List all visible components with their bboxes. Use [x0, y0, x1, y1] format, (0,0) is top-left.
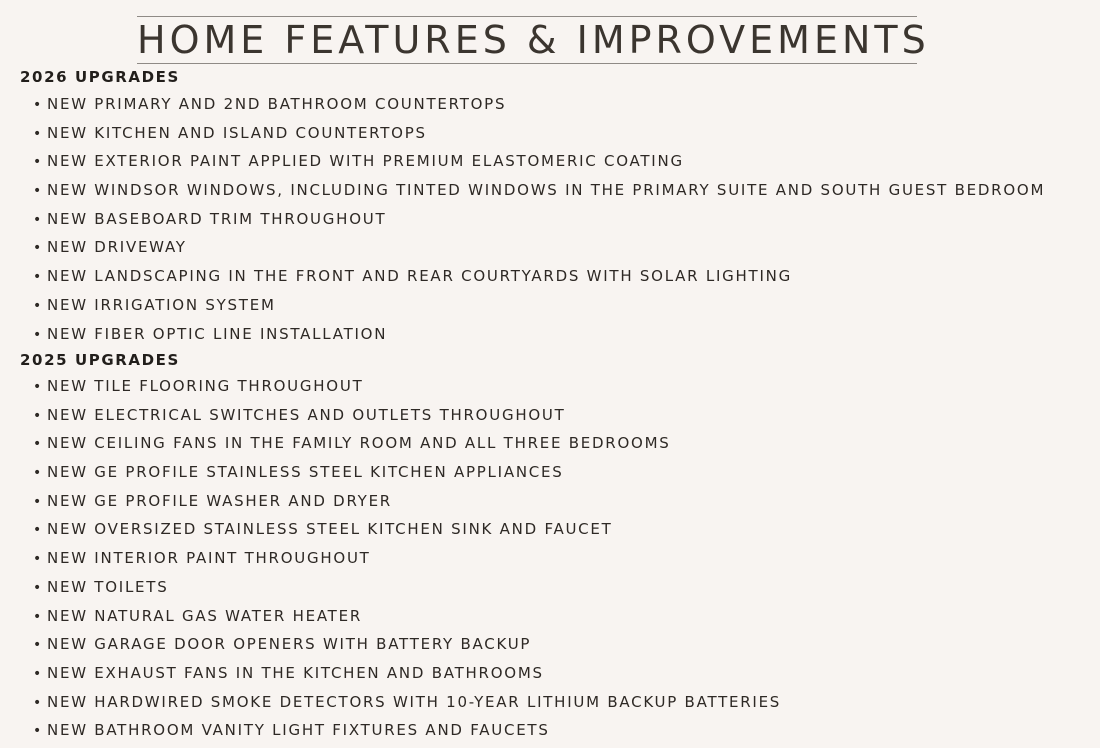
list-item — [33, 490, 781, 519]
upgrade-list-2025 — [33, 375, 781, 748]
list-item — [33, 294, 1045, 323]
list-item-text: NEW GARAGE DOOR OPENERS WITH BATTERY BACKUP — [47, 635, 532, 654]
list-item — [33, 236, 1045, 265]
bullet-icon: • — [33, 297, 44, 314]
list-item — [33, 461, 781, 490]
list-item — [33, 691, 781, 720]
list-item-text: NEW OVERSIZED STAINLESS STEEL KITCHEN SINK AND FAUCET — [47, 520, 613, 539]
bullet-icon: • — [33, 125, 44, 142]
list-item — [33, 633, 781, 662]
list-item-text: NEW KITCHEN AND ISLAND COUNTERTOPS — [47, 123, 427, 142]
bullet-icon: • — [33, 97, 44, 113]
list-item-text: NEW CEILING FANS IN THE FAMILY ROOM AND ALL THREE BEDROOMS — [47, 434, 671, 453]
bullet-icon: • — [33, 240, 44, 257]
list-item-text: NEW HARDWIRED SMOKE DETECTORS WITH 10-YEAR LITHIUM BACKUP BATTERIES — [47, 692, 782, 711]
bullet-icon: • — [33, 326, 44, 343]
bullet-icon: • — [33, 551, 44, 568]
bullet-icon: • — [33, 183, 44, 200]
list-item — [33, 179, 1045, 208]
bullet-icon: • — [33, 154, 44, 171]
bullet-icon: • — [33, 522, 44, 539]
list-item-text: NEW ELECTRICAL SWITCHES AND OUTLETS THROUGHOUT — [47, 405, 566, 424]
title-bottom-rule — [137, 63, 917, 64]
list-item — [33, 404, 781, 433]
list-item-text: NEW BASEBOARD TRIM THROUGHOUT — [47, 209, 387, 228]
list-item — [33, 375, 781, 404]
page-title: HOME FEATURES & IMPROVEMENTS — [137, 18, 930, 62]
list-item — [33, 323, 1045, 352]
list-item — [33, 518, 781, 547]
bullet-icon: • — [33, 608, 44, 625]
list-item-text: NEW WINDSOR WINDOWS, INCLUDING TINTED WINDOWS IN THE PRIMARY SUITE AND SOUTH GUEST BEDROOM — [47, 181, 1046, 200]
bullet-icon: • — [33, 637, 44, 654]
bullet-icon: • — [33, 379, 44, 395]
bullet-icon: • — [33, 694, 44, 711]
list-item — [33, 208, 1045, 237]
bullet-icon: • — [33, 465, 44, 482]
list-item — [33, 432, 781, 461]
list-item — [33, 122, 1045, 151]
list-item-text: NEW GE PROFILE WASHER AND DRYER — [47, 491, 392, 510]
list-item — [33, 719, 781, 748]
list-item — [33, 93, 1045, 122]
list-item — [33, 265, 1045, 294]
list-item-text: NEW LANDSCAPING IN THE FRONT AND REAR COURTYARDS WITH SOLAR LIGHTING — [47, 267, 792, 286]
section-heading-2025: 2025 UPGRADES — [20, 351, 180, 369]
list-item-text: NEW EXTERIOR PAINT APPLIED WITH PREMIUM ELASTOMERIC COATING — [47, 152, 684, 171]
list-item-text: NEW FIBER OPTIC LINE INSTALLATION — [47, 324, 388, 343]
list-item-text: NEW GE PROFILE STAINLESS STEEL KITCHEN APPLIANCES — [47, 463, 564, 482]
bullet-icon: • — [33, 493, 44, 510]
bullet-icon: • — [33, 665, 44, 682]
upgrade-list-2026 — [33, 93, 1045, 351]
list-item — [33, 576, 781, 605]
list-item-text: NEW INTERIOR PAINT THROUGHOUT — [47, 549, 371, 568]
list-item-text: NEW IRRIGATION SYSTEM — [47, 295, 276, 314]
list-item-text: NEW NATURAL GAS WATER HEATER — [47, 606, 362, 625]
list-item-text: NEW PRIMARY AND 2ND BATHROOM COUNTERTOPS — [47, 95, 507, 113]
list-item-text: NEW BATHROOM VANITY LIGHT FIXTURES AND FAUCETS — [47, 721, 550, 740]
bullet-icon: • — [33, 269, 44, 286]
list-item — [33, 150, 1045, 179]
list-item — [33, 547, 781, 576]
bullet-icon: • — [33, 723, 44, 740]
list-item — [33, 662, 781, 691]
section-heading-2026: 2026 UPGRADES — [20, 68, 180, 86]
bullet-icon: • — [33, 407, 44, 424]
bullet-icon: • — [33, 579, 44, 596]
list-item — [33, 605, 781, 634]
bullet-icon: • — [33, 436, 44, 453]
list-item-text: NEW DRIVEWAY — [47, 238, 187, 257]
list-item-text: NEW TOILETS — [47, 577, 169, 596]
list-item-text: NEW EXHAUST FANS IN THE KITCHEN AND BATHROOMS — [47, 663, 544, 682]
bullet-icon: • — [33, 211, 44, 228]
list-item-text: NEW TILE FLOORING THROUGHOUT — [47, 377, 364, 395]
